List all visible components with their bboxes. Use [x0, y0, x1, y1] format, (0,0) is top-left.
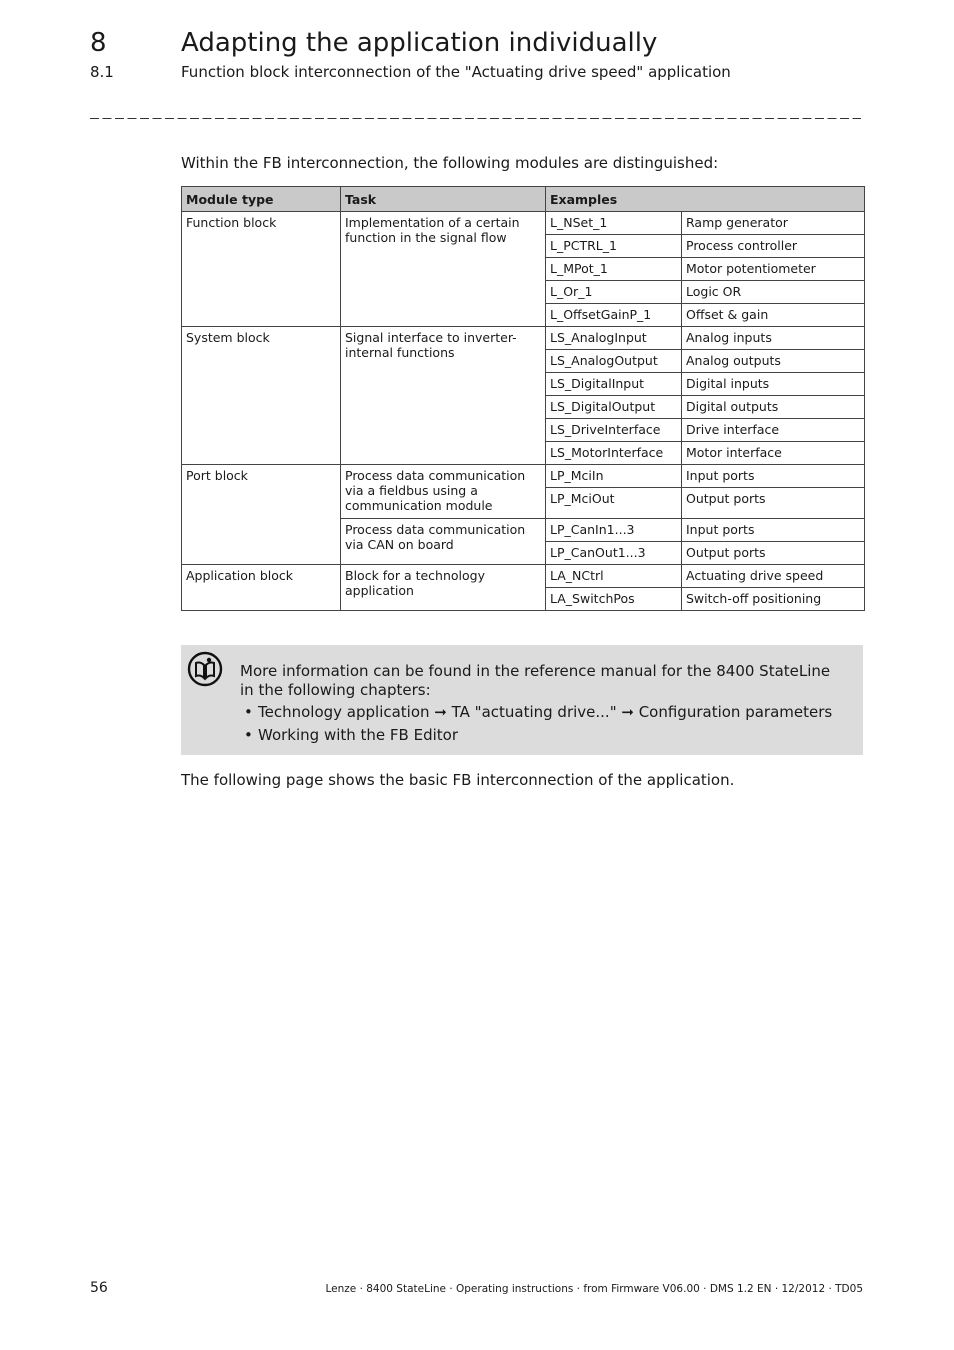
example-desc-cell: Motor interface — [682, 442, 865, 465]
table-header-row — [182, 187, 865, 212]
example-desc-cell: Input ports — [682, 519, 865, 542]
list-item: • Working with the FB Editor — [240, 726, 840, 745]
header-divider — [90, 110, 861, 120]
example-code-cell: LP_CanIn1...3 — [546, 519, 682, 542]
task-cell: Process data communication via CAN on board — [341, 519, 546, 565]
module-type-cell: Port block — [182, 465, 341, 565]
info-note-box — [181, 645, 863, 755]
page-number: 56 — [90, 1280, 108, 1296]
chapter-number: 8 — [90, 28, 107, 58]
task-cell: Implementation of a certain function in the signal flow — [341, 212, 546, 327]
header-task: Task — [341, 187, 546, 212]
example-code-cell: LP_MciOut — [546, 488, 682, 519]
list-item: • Technology application ➞ TA "actuating drive..." ➞ Configuration parameters — [240, 703, 840, 722]
note-text: More information can be found in the reference manual for the 8400 StateLine in the following chapters: — [240, 662, 831, 699]
example-code-cell: L_PCTRL_1 — [546, 235, 682, 258]
intro-paragraph: Within the FB interconnection, the following modules are distinguished: — [181, 154, 719, 172]
example-desc-cell: Ramp generator — [682, 212, 865, 235]
table-row — [182, 327, 865, 350]
module-types-table — [181, 186, 865, 611]
example-code-cell: LS_DriveInterface — [546, 419, 682, 442]
task-cell: Block for a technology application — [341, 565, 546, 611]
example-code-cell: L_OffsetGainP_1 — [546, 304, 682, 327]
example-desc-cell: Analog inputs — [682, 327, 865, 350]
task-cell: Signal interface to inverter-internal functions — [341, 327, 546, 465]
note-text-block — [240, 662, 840, 749]
example-desc-cell: Drive interface — [682, 419, 865, 442]
table-row — [182, 465, 865, 488]
example-code-cell: LA_SwitchPos — [546, 588, 682, 611]
example-desc-cell: Analog outputs — [682, 350, 865, 373]
section-title: Function block interconnection of the "Actuating drive speed" application — [181, 63, 731, 81]
example-desc-cell: Offset & gain — [682, 304, 865, 327]
table-row — [182, 565, 865, 588]
table-row — [182, 212, 865, 235]
example-code-cell: LS_MotorInterface — [546, 442, 682, 465]
chapter-title: Adapting the application individually — [181, 28, 658, 58]
example-code-cell: LP_CanOut1...3 — [546, 542, 682, 565]
example-code-cell: L_MPot_1 — [546, 258, 682, 281]
footer-reference: Lenze · 8400 StateLine · Operating instructions · from Firmware V06.00 · DMS 1.2 EN · 12/2012 · TD05 — [325, 1283, 863, 1295]
header-examples: Examples — [546, 187, 865, 212]
module-type-cell: System block — [182, 327, 341, 465]
example-desc-cell: Digital outputs — [682, 396, 865, 419]
example-code-cell: LS_DigitalOutput — [546, 396, 682, 419]
note-list — [240, 703, 840, 745]
example-desc-cell: Input ports — [682, 465, 865, 488]
header-module-type: Module type — [182, 187, 341, 212]
example-desc-cell: Actuating drive speed — [682, 565, 865, 588]
example-desc-cell: Output ports — [682, 488, 865, 519]
example-code-cell: L_Or_1 — [546, 281, 682, 304]
example-desc-cell: Digital inputs — [682, 373, 865, 396]
module-type-cell: Function block — [182, 212, 341, 327]
example-code-cell: LS_AnalogInput — [546, 327, 682, 350]
example-desc-cell: Motor potentiometer — [682, 258, 865, 281]
outro-paragraph: The following page shows the basic FB interconnection of the application. — [181, 771, 735, 789]
example-code-cell: LS_DigitalInput — [546, 373, 682, 396]
example-desc-cell: Process controller — [682, 235, 865, 258]
example-desc-cell: Output ports — [682, 542, 865, 565]
example-code-cell: LS_AnalogOutput — [546, 350, 682, 373]
example-desc-cell: Logic OR — [682, 281, 865, 304]
example-code-cell: LP_MciIn — [546, 465, 682, 488]
example-desc-cell: Switch-off positioning — [682, 588, 865, 611]
module-type-cell: Application block — [182, 565, 341, 611]
task-cell: Process data communication via a fieldbus using a communication module — [341, 465, 546, 519]
example-code-cell: LA_NCtrl — [546, 565, 682, 588]
section-number: 8.1 — [90, 63, 114, 81]
reference-book-icon — [187, 651, 223, 687]
example-code-cell: L_NSet_1 — [546, 212, 682, 235]
